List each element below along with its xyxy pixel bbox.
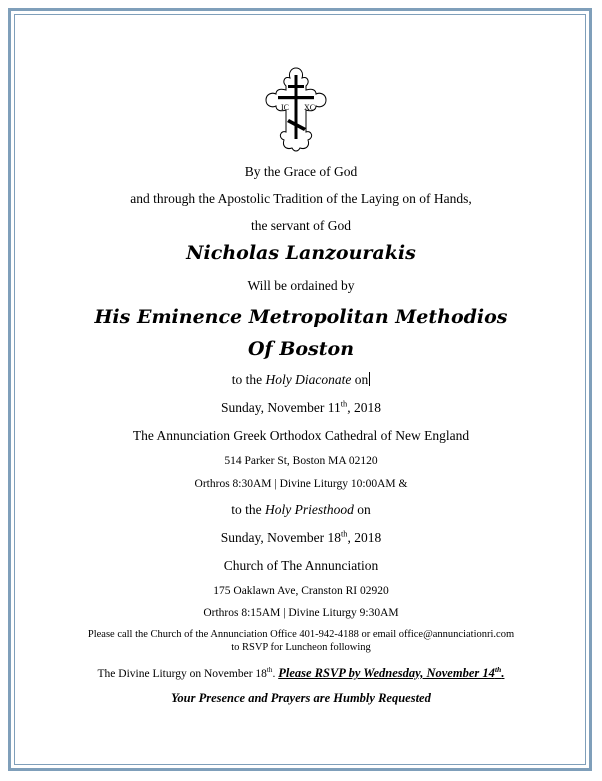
liturgy-date-sup: th: [266, 666, 273, 675]
diaconate-line: [20, 372, 582, 388]
priesthood-date-day: Sunday, November 18: [220, 530, 341, 545]
rsvp-luncheon-line: to RSVP for Luncheon following: [231, 642, 371, 653]
rsvp-deadline-sup: th: [494, 664, 502, 674]
servant-line: the servant of God: [250, 218, 352, 233]
rsvp-deadline-end: .: [501, 666, 505, 680]
priesthood-date-year: , 2018: [347, 530, 382, 545]
rsvp-contact-line: Please call the Church of the Annunciation Office 401-942-4188 or email office@annunciationri.com: [87, 629, 515, 640]
diaconate-prefix: to the: [231, 372, 266, 387]
closing-line: Your Presence and Prayers are Humbly Requested: [171, 691, 431, 705]
cross-ic-letters: IC: [281, 103, 289, 112]
priesthood-line: [20, 502, 582, 518]
diaconate-date-year: , 2018: [347, 400, 381, 415]
tradition-line: and through the Apostolic Tradition of the Laying on of Hands,: [130, 191, 472, 206]
orthodox-cross-icon: [260, 66, 332, 152]
ordained-by-line: Will be ordained by: [247, 278, 355, 293]
diaconate-date-sup: th: [340, 399, 348, 409]
cross-xc-letters: XC: [304, 103, 316, 112]
diaconate-date-day: Sunday, November 11: [221, 400, 341, 415]
priesthood-prefix: to the: [231, 502, 265, 517]
priesthood-date: [20, 530, 582, 546]
grace-line: By the Grace of God: [244, 164, 358, 179]
ordinand-name: Nicholas Lanzourakis: [186, 242, 416, 264]
rsvp-deadline-line: [20, 666, 582, 681]
diaconate-suffix: on: [351, 372, 369, 387]
priesthood-rank: Holy Priesthood: [265, 502, 354, 517]
bishop-see-line: Of Boston: [247, 338, 355, 360]
diaconate-schedule: Orthros 8:30AM | Divine Liturgy 10:00AM &: [194, 478, 408, 490]
liturgy-date-suffix: .: [272, 668, 276, 680]
liturgy-date-prefix: The Divine Liturgy on November 18: [97, 668, 267, 680]
text-cursor: [369, 372, 370, 386]
diaconate-address: 514 Parker St, Boston MA 02120: [224, 455, 378, 467]
diaconate-date: [20, 400, 582, 416]
diaconate-venue: The Annunciation Greek Orthodox Cathedral of New England: [132, 428, 470, 443]
priesthood-date-sup: th: [340, 529, 348, 539]
rsvp-deadline: Please RSVP by Wednesday, November 14: [278, 666, 495, 680]
bishop-title-line: His Eminence Metropolitan Methodios: [94, 306, 508, 328]
priesthood-schedule: Orthros 8:15AM | Divine Liturgy 9:30AM: [203, 607, 399, 619]
diaconate-rank: Holy Diaconate: [265, 372, 352, 387]
priesthood-address: 175 Oaklawn Ave, Cranston RI 02920: [213, 585, 389, 597]
priesthood-venue: Church of The Annunciation: [223, 558, 379, 573]
priesthood-suffix: on: [353, 502, 371, 517]
